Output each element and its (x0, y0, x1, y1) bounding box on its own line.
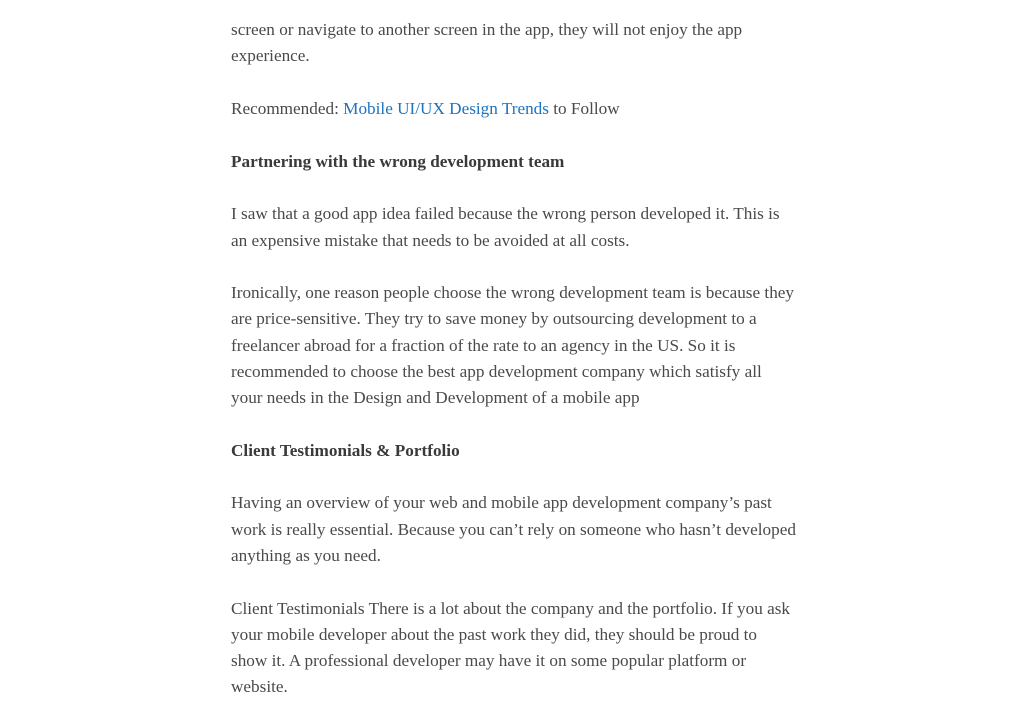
section-heading-wrong-team: Partnering with the wrong development team (231, 151, 565, 171)
paragraph-testimonials: Client Testimonials There is a lot about the company and the portfolio. If you ask your mobile developer about the past work they did, they should be proud to show it. A professional developer may have it on some popular platform or website. (231, 598, 791, 697)
paragraph-overview: Having an overview of your web and mobile app development company’s past work is really essential. Because you can’t rely on someone who hasn’t developed anything as you need. (231, 493, 796, 565)
paragraph-ironically: Ironically, one reason people choose the wrong development team is because they are price-sensitive. They try to save money by outsourcing development to a freelancer abroad for a fraction of the rate to an agency in the US. So it is recommended to choose the best app development company which satisfy all your needs in the Design and Development of a mobile app (231, 283, 795, 408)
article-body (231, 17, 796, 727)
recommended-line (231, 96, 796, 122)
recommended-suffix: to Follow (548, 98, 620, 118)
paragraph-intro-tail: screen or navigate to another screen in the app, they will not enjoy the app experience. (231, 20, 743, 66)
section-heading-testimonials: Client Testimonials & Portfolio (231, 440, 460, 460)
paragraph-failed-idea: I saw that a good app idea failed because the wrong person developed it. This is an expensive mistake that needs to be avoided at all costs. (231, 204, 780, 250)
recommended-link[interactable]: Mobile UI/UX Design Trends (343, 98, 549, 118)
recommended-prefix: Recommended: (231, 98, 344, 118)
